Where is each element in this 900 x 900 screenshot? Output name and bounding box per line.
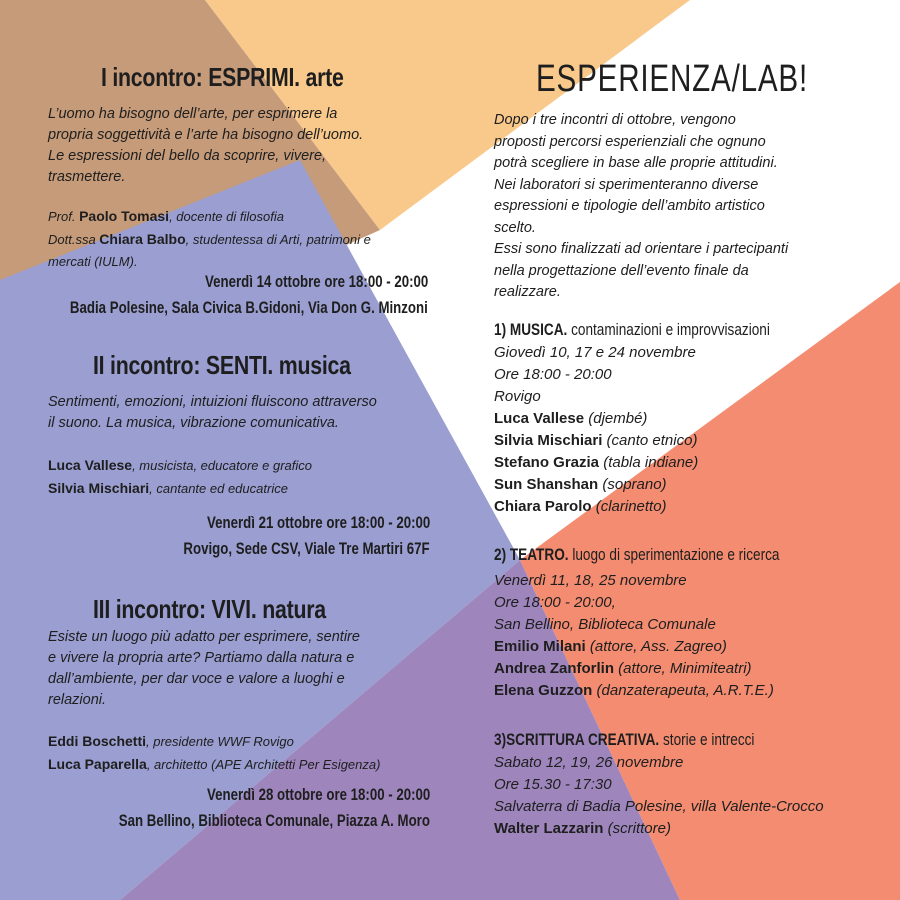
event1-description bbox=[48, 104, 468, 188]
intro-line: proposti percorsi esperienziali che ognuno bbox=[494, 133, 766, 150]
info-line: Sabato 12, 19, 26 novembre bbox=[494, 754, 684, 771]
section2-heading: 2) TEATRO. luogo di sperimentazione e ricerca bbox=[494, 545, 780, 564]
desc-line: Sentimenti, emozioni, intuizioni fluiscono attraverso bbox=[48, 394, 377, 410]
person-line: Luca Vallese (djembé) bbox=[494, 410, 648, 427]
speaker-name: Eddi Boschetti bbox=[48, 733, 147, 749]
event2-speakers bbox=[48, 454, 468, 500]
person-line: Sun Shanshan (soprano) bbox=[494, 476, 667, 493]
speaker-line: Luca Paparella, architetto (APE Architetti Per Esigenza) bbox=[48, 756, 381, 772]
event1-title: I incontro: ESPRIMI. arte bbox=[101, 62, 344, 92]
speaker-line: Luca Vallese, musicista, educatore e grafico bbox=[48, 457, 312, 473]
intro-line: nella progettazione dell’evento finale da bbox=[494, 262, 749, 279]
speaker-name: Luca Paparella bbox=[48, 756, 147, 772]
info-line: Ore 18:00 - 20:00 bbox=[494, 366, 612, 383]
info-line: Venerdì 11, 18, 25 novembre bbox=[494, 572, 687, 589]
desc-line: e vivere la propria arte? Partiamo dalla natura e bbox=[48, 650, 355, 666]
speaker-line: Prof. Paolo Tomasi, docente di filosofia bbox=[48, 208, 284, 224]
desc-line: Esiste un luogo più adatto per esprimere, sentire bbox=[48, 629, 360, 645]
event1-speakers bbox=[48, 205, 468, 273]
person-line: Chiara Parolo (clarinetto) bbox=[494, 498, 667, 515]
desc-line: L’uomo ha bisogno dell’arte, per esprimere la bbox=[48, 106, 338, 122]
lab-title: ESPERIENZA/LAB! bbox=[536, 58, 808, 100]
event2-description bbox=[48, 392, 468, 434]
intro-line: espressioni e tipologie dell’ambito artistico bbox=[494, 198, 765, 214]
info-line: Salvaterra di Badia Polesine, villa Valente-Crocco bbox=[494, 798, 824, 815]
person-line: Stefano Grazia (tabla indiane) bbox=[494, 454, 699, 471]
speaker-name: Luca Vallese bbox=[48, 457, 133, 473]
person-line: Walter Lazzarin (scrittore) bbox=[494, 820, 671, 837]
info-line: Rovigo bbox=[494, 388, 541, 405]
event1-when: Venerdì 14 ottobre ore 18:00 - 20:00 bbox=[204, 272, 428, 291]
intro-line: scelto. bbox=[494, 219, 536, 236]
speaker-name: Silvia Mischiari bbox=[48, 480, 150, 496]
intro-line: potrà scegliere in base alle proprie attitudini. bbox=[494, 155, 778, 171]
event3-description bbox=[48, 627, 468, 711]
speaker-name: Chiara Balbo bbox=[99, 231, 186, 247]
section1-body bbox=[494, 342, 884, 518]
section2-body bbox=[494, 570, 884, 702]
intro-line: realizzare. bbox=[494, 284, 561, 300]
info-line: Ore 18:00 - 20:00, bbox=[494, 594, 616, 611]
lab-intro bbox=[494, 110, 854, 304]
speaker-line: Dott.ssa Chiara Balbo, studentessa di Arti, patrimoni e bbox=[48, 231, 371, 247]
person-line: Elena Guzzon (danzaterapeuta, A.R.T.E.) bbox=[494, 682, 774, 699]
event1-where: Badia Polesine, Sala Civica B.Gidoni, Via Don G. Minzoni bbox=[70, 298, 428, 317]
section1-heading: 1) MUSICA. contaminazioni e improvvisazioni bbox=[494, 320, 770, 339]
desc-line: relazioni. bbox=[48, 692, 107, 708]
intro-line: Essi sono finalizzati ad orientare i partecipanti bbox=[494, 241, 789, 257]
desc-line: il suono. La musica, vibrazione comunicativa. bbox=[48, 415, 339, 431]
event2-when: Venerdì 21 ottobre ore 18:00 - 20:00 bbox=[206, 513, 430, 532]
section3-body bbox=[494, 752, 894, 840]
info-line: Giovedì 10, 17 e 24 novembre bbox=[494, 344, 696, 361]
desc-line: Le espressioni del bello da scoprire, vivere, bbox=[48, 148, 327, 164]
info-line: Ore 15.30 - 17:30 bbox=[494, 776, 612, 793]
person-line: Silvia Mischiari (canto etnico) bbox=[494, 432, 698, 449]
speaker-line: Silvia Mischiari, cantante ed educatrice bbox=[48, 480, 288, 496]
person-line: Emilio Milani (attore, Ass. Zagreo) bbox=[494, 638, 727, 655]
desc-line: propria soggettività e l’arte ha bisogno dell’uomo. bbox=[48, 127, 364, 143]
event3-when: Venerdì 28 ottobre ore 18:00 - 20:00 bbox=[206, 785, 430, 804]
event3-where: San Bellino, Biblioteca Comunale, Piazza A. Moro bbox=[118, 811, 430, 830]
person-line: Andrea Zanforlin (attore, Minimiteatri) bbox=[494, 660, 752, 677]
intro-line: Nei laboratori si sperimenteranno diverse bbox=[494, 176, 759, 193]
desc-line: dall’ambiente, per dar voce e valore a luoghi e bbox=[48, 671, 345, 687]
info-line: San Bellino, Biblioteca Comunale bbox=[494, 616, 716, 633]
event2-title: II incontro: SENTI. musica bbox=[93, 350, 351, 380]
event2-where: Rovigo, Sede CSV, Viale Tre Martiri 67F bbox=[183, 539, 430, 558]
event3-title: III incontro: VIVI. natura bbox=[93, 594, 326, 624]
speaker-name: Paolo Tomasi bbox=[79, 208, 170, 224]
event3-speakers bbox=[48, 730, 468, 776]
desc-line: trasmettere. bbox=[48, 169, 126, 185]
speaker-line: mercati (IULM). bbox=[48, 254, 138, 269]
intro-line: Dopo i tre incontri di ottobre, vengono bbox=[494, 112, 736, 128]
speaker-line: Eddi Boschetti, presidente WWF Rovigo bbox=[48, 733, 294, 749]
section3-heading: 3)SCRITTURA CREATIVA. storie e intrecci bbox=[494, 730, 755, 749]
